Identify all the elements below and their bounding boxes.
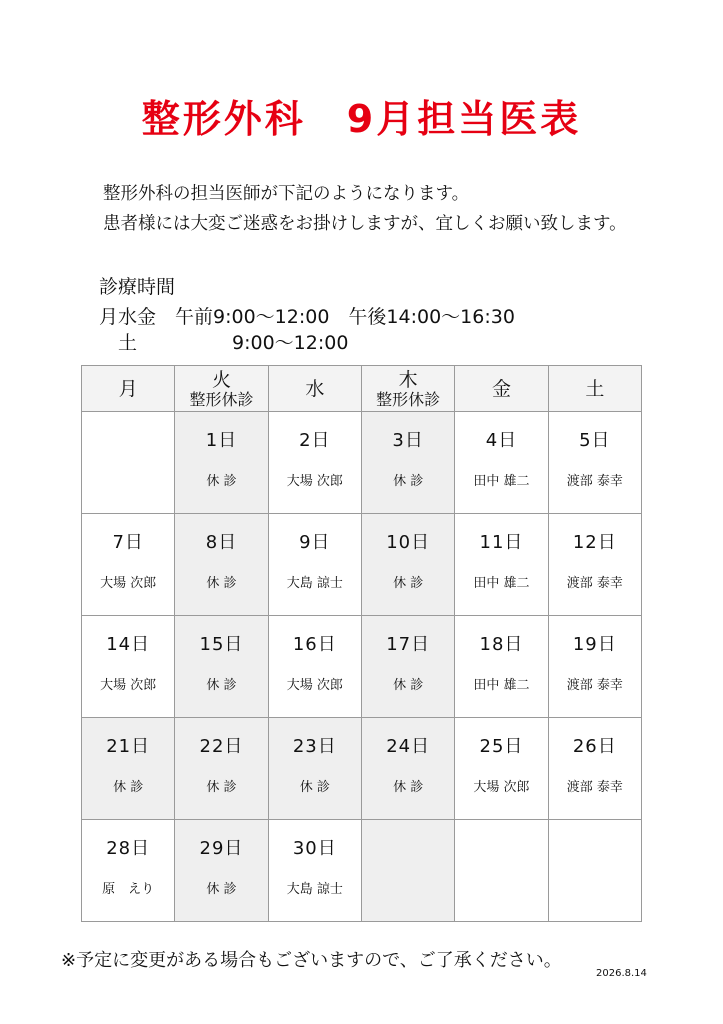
day-cell xyxy=(548,616,641,718)
day-cell xyxy=(82,718,175,820)
hours-saturday: 土 9:00～12:00 xyxy=(99,332,349,354)
day-cell xyxy=(548,820,641,922)
day-cell xyxy=(548,412,641,514)
day-number: 2日 xyxy=(299,430,331,451)
header-label: 月 xyxy=(118,377,138,400)
day-number: 21日 xyxy=(106,736,151,757)
doctor-name: 休 診 xyxy=(113,780,144,795)
header-tue xyxy=(175,366,268,412)
day-number: 15日 xyxy=(199,634,244,655)
table-row xyxy=(82,412,642,514)
day-cell xyxy=(361,718,454,820)
doctor-name: 大島 諒士 xyxy=(286,576,343,591)
table-row xyxy=(82,514,642,616)
doctor-name: 休 診 xyxy=(206,576,237,591)
day-cell xyxy=(175,820,268,922)
doctor-name: 渡部 泰幸 xyxy=(566,576,623,591)
day-cell xyxy=(548,718,641,820)
day-cell xyxy=(268,616,361,718)
day-cell xyxy=(175,412,268,514)
day-cell xyxy=(455,514,548,616)
day-cell xyxy=(455,412,548,514)
day-number: 23日 xyxy=(292,736,337,757)
doctor-name: 渡部 泰幸 xyxy=(566,678,623,693)
day-number: 16日 xyxy=(292,634,337,655)
day-cell xyxy=(548,514,641,616)
day-cell xyxy=(455,718,548,820)
intro-line-2: 患者様には大変ご迷惑をお掛けしますが、宜しくお願い致します。 xyxy=(103,214,627,234)
doctor-name: 大場 次郎 xyxy=(473,780,530,795)
day-number: 14日 xyxy=(106,634,151,655)
doctor-name: 休 診 xyxy=(393,780,424,795)
day-cell xyxy=(82,616,175,718)
day-cell xyxy=(361,616,454,718)
header-mon xyxy=(82,366,175,412)
day-number: 26日 xyxy=(572,736,617,757)
day-cell xyxy=(268,718,361,820)
header-sat xyxy=(548,366,641,412)
day-number xyxy=(455,834,547,856)
doctor-name: 休 診 xyxy=(206,780,237,795)
doctor-name: 休 診 xyxy=(206,882,237,897)
doctor-name: 田中 雄二 xyxy=(473,474,530,489)
table-row xyxy=(82,820,642,922)
day-cell xyxy=(82,820,175,922)
day-cell xyxy=(268,412,361,514)
doctor-name: 休 診 xyxy=(393,576,424,591)
header-sub-label: 整形休診 xyxy=(189,389,254,409)
day-number: 19日 xyxy=(572,634,617,655)
day-cell xyxy=(361,412,454,514)
doctor-name: 大場 次郎 xyxy=(100,576,157,591)
day-number: 30日 xyxy=(292,838,337,859)
day-number: 24日 xyxy=(386,736,431,757)
doctor-name: 渡部 泰幸 xyxy=(566,780,623,795)
day-number: 22日 xyxy=(199,736,244,757)
day-number: 28日 xyxy=(106,838,151,859)
doctor-name: 田中 雄二 xyxy=(473,678,530,693)
day-cell xyxy=(455,820,548,922)
day-number: 3日 xyxy=(392,430,424,451)
doctor-name: 大場 次郎 xyxy=(286,474,343,489)
doctor-name: 大場 次郎 xyxy=(286,678,343,693)
doctor-name: 休 診 xyxy=(299,780,330,795)
day-cell xyxy=(361,514,454,616)
doctor-name: 休 診 xyxy=(393,474,424,489)
day-number: 1日 xyxy=(205,430,238,451)
day-number: 12日 xyxy=(572,532,617,553)
header-fri xyxy=(455,366,548,412)
day-cell xyxy=(82,514,175,616)
header-thu xyxy=(361,366,454,412)
doctor-name: 休 診 xyxy=(206,678,237,693)
day-cell xyxy=(82,412,175,514)
day-number xyxy=(362,834,454,856)
day-number: 8日 xyxy=(205,532,238,553)
doctor-name: 休 診 xyxy=(206,474,237,489)
day-number: 10日 xyxy=(386,532,431,553)
day-number xyxy=(82,426,174,448)
day-number xyxy=(549,834,641,856)
header-label: 木 xyxy=(398,368,418,391)
day-number: 7日 xyxy=(112,532,144,553)
hours-heading: 診療時間 xyxy=(99,276,176,298)
day-cell xyxy=(175,718,268,820)
day-cell xyxy=(455,616,548,718)
day-cell xyxy=(175,616,268,718)
header-label: 水 xyxy=(305,377,325,400)
day-number: 4日 xyxy=(485,430,518,451)
day-cell xyxy=(175,514,268,616)
table-row xyxy=(82,616,642,718)
page-title: 整形外科 9月担当医表 xyxy=(141,97,582,141)
day-cell xyxy=(268,514,361,616)
hours-weekday: 月水金 午前9:00～12:00 午後14:00～16:30 xyxy=(99,306,515,328)
doctor-name: 渡部 泰幸 xyxy=(566,474,623,489)
day-number: 25日 xyxy=(479,736,524,757)
doctor-name: 田中 雄二 xyxy=(473,576,530,591)
doctor-name: 原 えり xyxy=(102,882,155,897)
header-label: 土 xyxy=(585,377,605,400)
day-cell xyxy=(268,820,361,922)
doctor-name: 休 診 xyxy=(393,678,424,693)
day-number: 9日 xyxy=(299,532,331,553)
header-label: 火 xyxy=(211,368,231,391)
doctor-name: 大島 諒士 xyxy=(286,882,343,897)
header-sub-label: 整形休診 xyxy=(376,389,441,409)
table-row xyxy=(82,718,642,820)
issue-date: 2026.8.14 xyxy=(596,968,647,979)
doctor-schedule-table xyxy=(81,365,642,922)
day-cell xyxy=(361,820,454,922)
header-wed xyxy=(268,366,361,412)
day-number: 29日 xyxy=(199,838,244,859)
intro-line-1: 整形外科の担当医師が下記のようになります。 xyxy=(103,184,470,204)
header-row xyxy=(82,366,642,412)
doctor-name: 大場 次郎 xyxy=(100,678,157,693)
day-number: 11日 xyxy=(479,532,524,553)
footer-note: ※予定に変更がある場合もございますので、ご了承ください。 xyxy=(61,950,562,971)
header-label: 金 xyxy=(491,377,511,400)
day-number: 5日 xyxy=(579,430,611,451)
day-number: 17日 xyxy=(386,634,431,655)
day-number: 18日 xyxy=(479,634,524,655)
